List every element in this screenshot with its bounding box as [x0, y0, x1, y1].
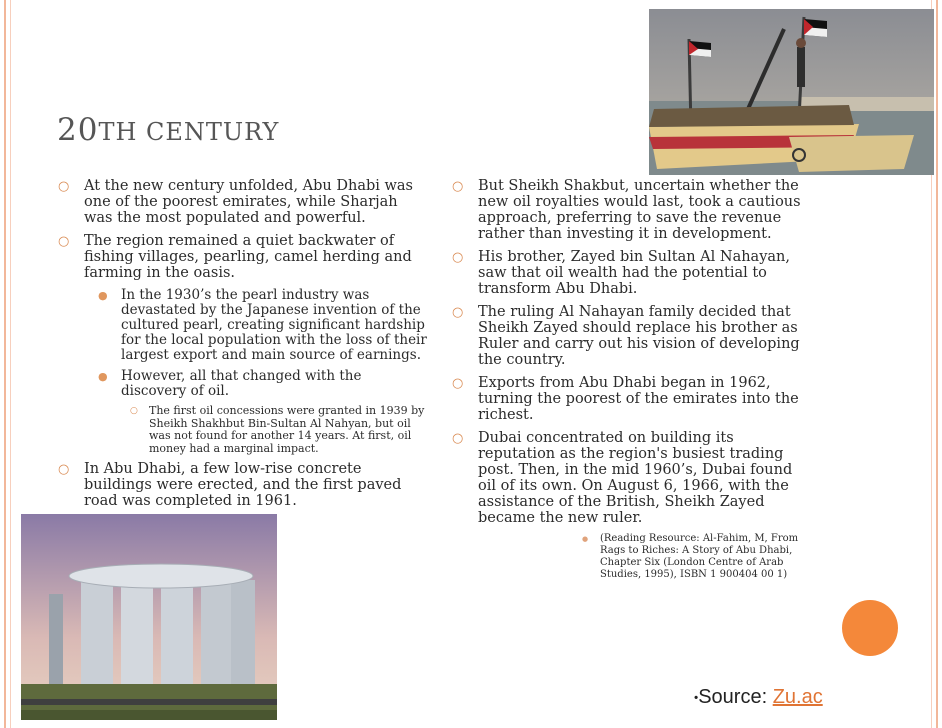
hollow-circle-bullet-icon: ○: [452, 305, 464, 320]
right-frame-line: [936, 0, 938, 728]
bullet-text: Dubai concentrated on building its reputation as the region's busiest trading post. Then, in the mid 1960’s, Dubai found oil of its own. On August 6, 1966, with the assistance of the British, Sheikh Zayed became the new ruler.: [478, 430, 793, 526]
hollow-circle-bullet-icon: ○: [58, 462, 70, 477]
hollow-circle-bullet-icon: ○: [452, 376, 464, 391]
hollow-circle-bullet-icon: ○: [58, 234, 70, 249]
left-frame-line-inner: [10, 0, 11, 728]
list-item: [452, 249, 802, 297]
list-item: [452, 375, 802, 423]
list-item: [58, 233, 428, 281]
sub-list-item: [58, 369, 428, 399]
right-column: [452, 178, 802, 581]
sub-sub-bullet-text: The first oil concessions were granted in 1939 by Sheikh Shakhbut Bin-Sultan Al Nahyan, but oil was not found for another 14 years. At first, oil money had a marginal impact.: [149, 404, 425, 455]
left-column: [58, 178, 428, 516]
bullet-text: His brother, Zayed bin Sultan Al Nahayan, saw that oil wealth had the potential to transform Abu Dhabi.: [478, 249, 790, 297]
small-circle-bullet-icon: ○: [130, 406, 138, 416]
bullet-text: The ruling Al Nahayan family decided that Sheikh Zayed should replace his brother as Ruler and carry out his vision of developing the country.: [478, 304, 800, 368]
title-rest: TH CENTURY: [98, 118, 280, 146]
sub-list-item: [58, 288, 428, 363]
source-credit: [694, 686, 823, 709]
dot-bullet-icon: ●: [98, 289, 108, 302]
bullet-text: In Abu Dhabi, a few low-rise concrete buildings were erected, and the first paved road was completed in 1961.: [84, 461, 402, 509]
list-item: [58, 178, 428, 226]
dot-bullet-icon: ●: [98, 370, 108, 383]
hollow-circle-bullet-icon: ○: [58, 179, 70, 194]
reading-reference: [582, 533, 810, 581]
orange-circle-decoration: [842, 600, 898, 656]
sub-bullet-text: In the 1930’s the pearl industry was devastated by the Japanese invention of the cultured pearl, creating significant hardship for the local population with the loss of their largest export and main source of earnings.: [121, 287, 427, 363]
source-link[interactable]: Zu.ac: [772, 686, 823, 708]
list-item: [452, 178, 802, 242]
reference-text: (Reading Resource: Al-Fahim, M, From Rags to Riches: A Story of Abu Dhabi, Chapter Six (London Centre of Arab Studies, 1995), ISBN 1 900404 00 1): [600, 533, 799, 580]
fishing-boats-photo: [649, 9, 934, 175]
list-item: [58, 461, 428, 509]
abu-dhabi-towers-photo: [21, 514, 277, 720]
bullet-text: At the new century unfolded, Abu Dhabi was one of the poorest emirates, while Sharjah was the most populated and powerful.: [84, 178, 413, 226]
bullet-text: Exports from Abu Dhabi began in 1962, turning the poorest of the emirates into the richest.: [478, 375, 799, 423]
bullet-text: But Sheikh Shakbut, uncertain whether the new oil royalties would last, took a cautious approach, preferring to save the revenue rather than investing it in development.: [478, 178, 801, 242]
title-lead: 20: [57, 112, 99, 148]
sub-bullet-text: However, all that changed with the discovery of oil.: [121, 368, 362, 399]
source-bullet: •: [694, 690, 699, 705]
hollow-circle-bullet-icon: ○: [452, 179, 464, 194]
hollow-circle-bullet-icon: ○: [452, 431, 464, 446]
left-frame-line: [4, 0, 6, 728]
list-item: [452, 430, 802, 526]
hollow-circle-bullet-icon: ○: [452, 250, 464, 265]
source-label: Source:: [698, 686, 773, 708]
bullet-text: The region remained a quiet backwater of fishing villages, pearling, camel herding and farming in the oasis.: [84, 233, 412, 281]
slide-title: [57, 112, 279, 148]
list-item: [452, 304, 802, 368]
small-dot-bullet-icon: ●: [582, 535, 589, 543]
sub-sub-list-item: [58, 405, 428, 455]
